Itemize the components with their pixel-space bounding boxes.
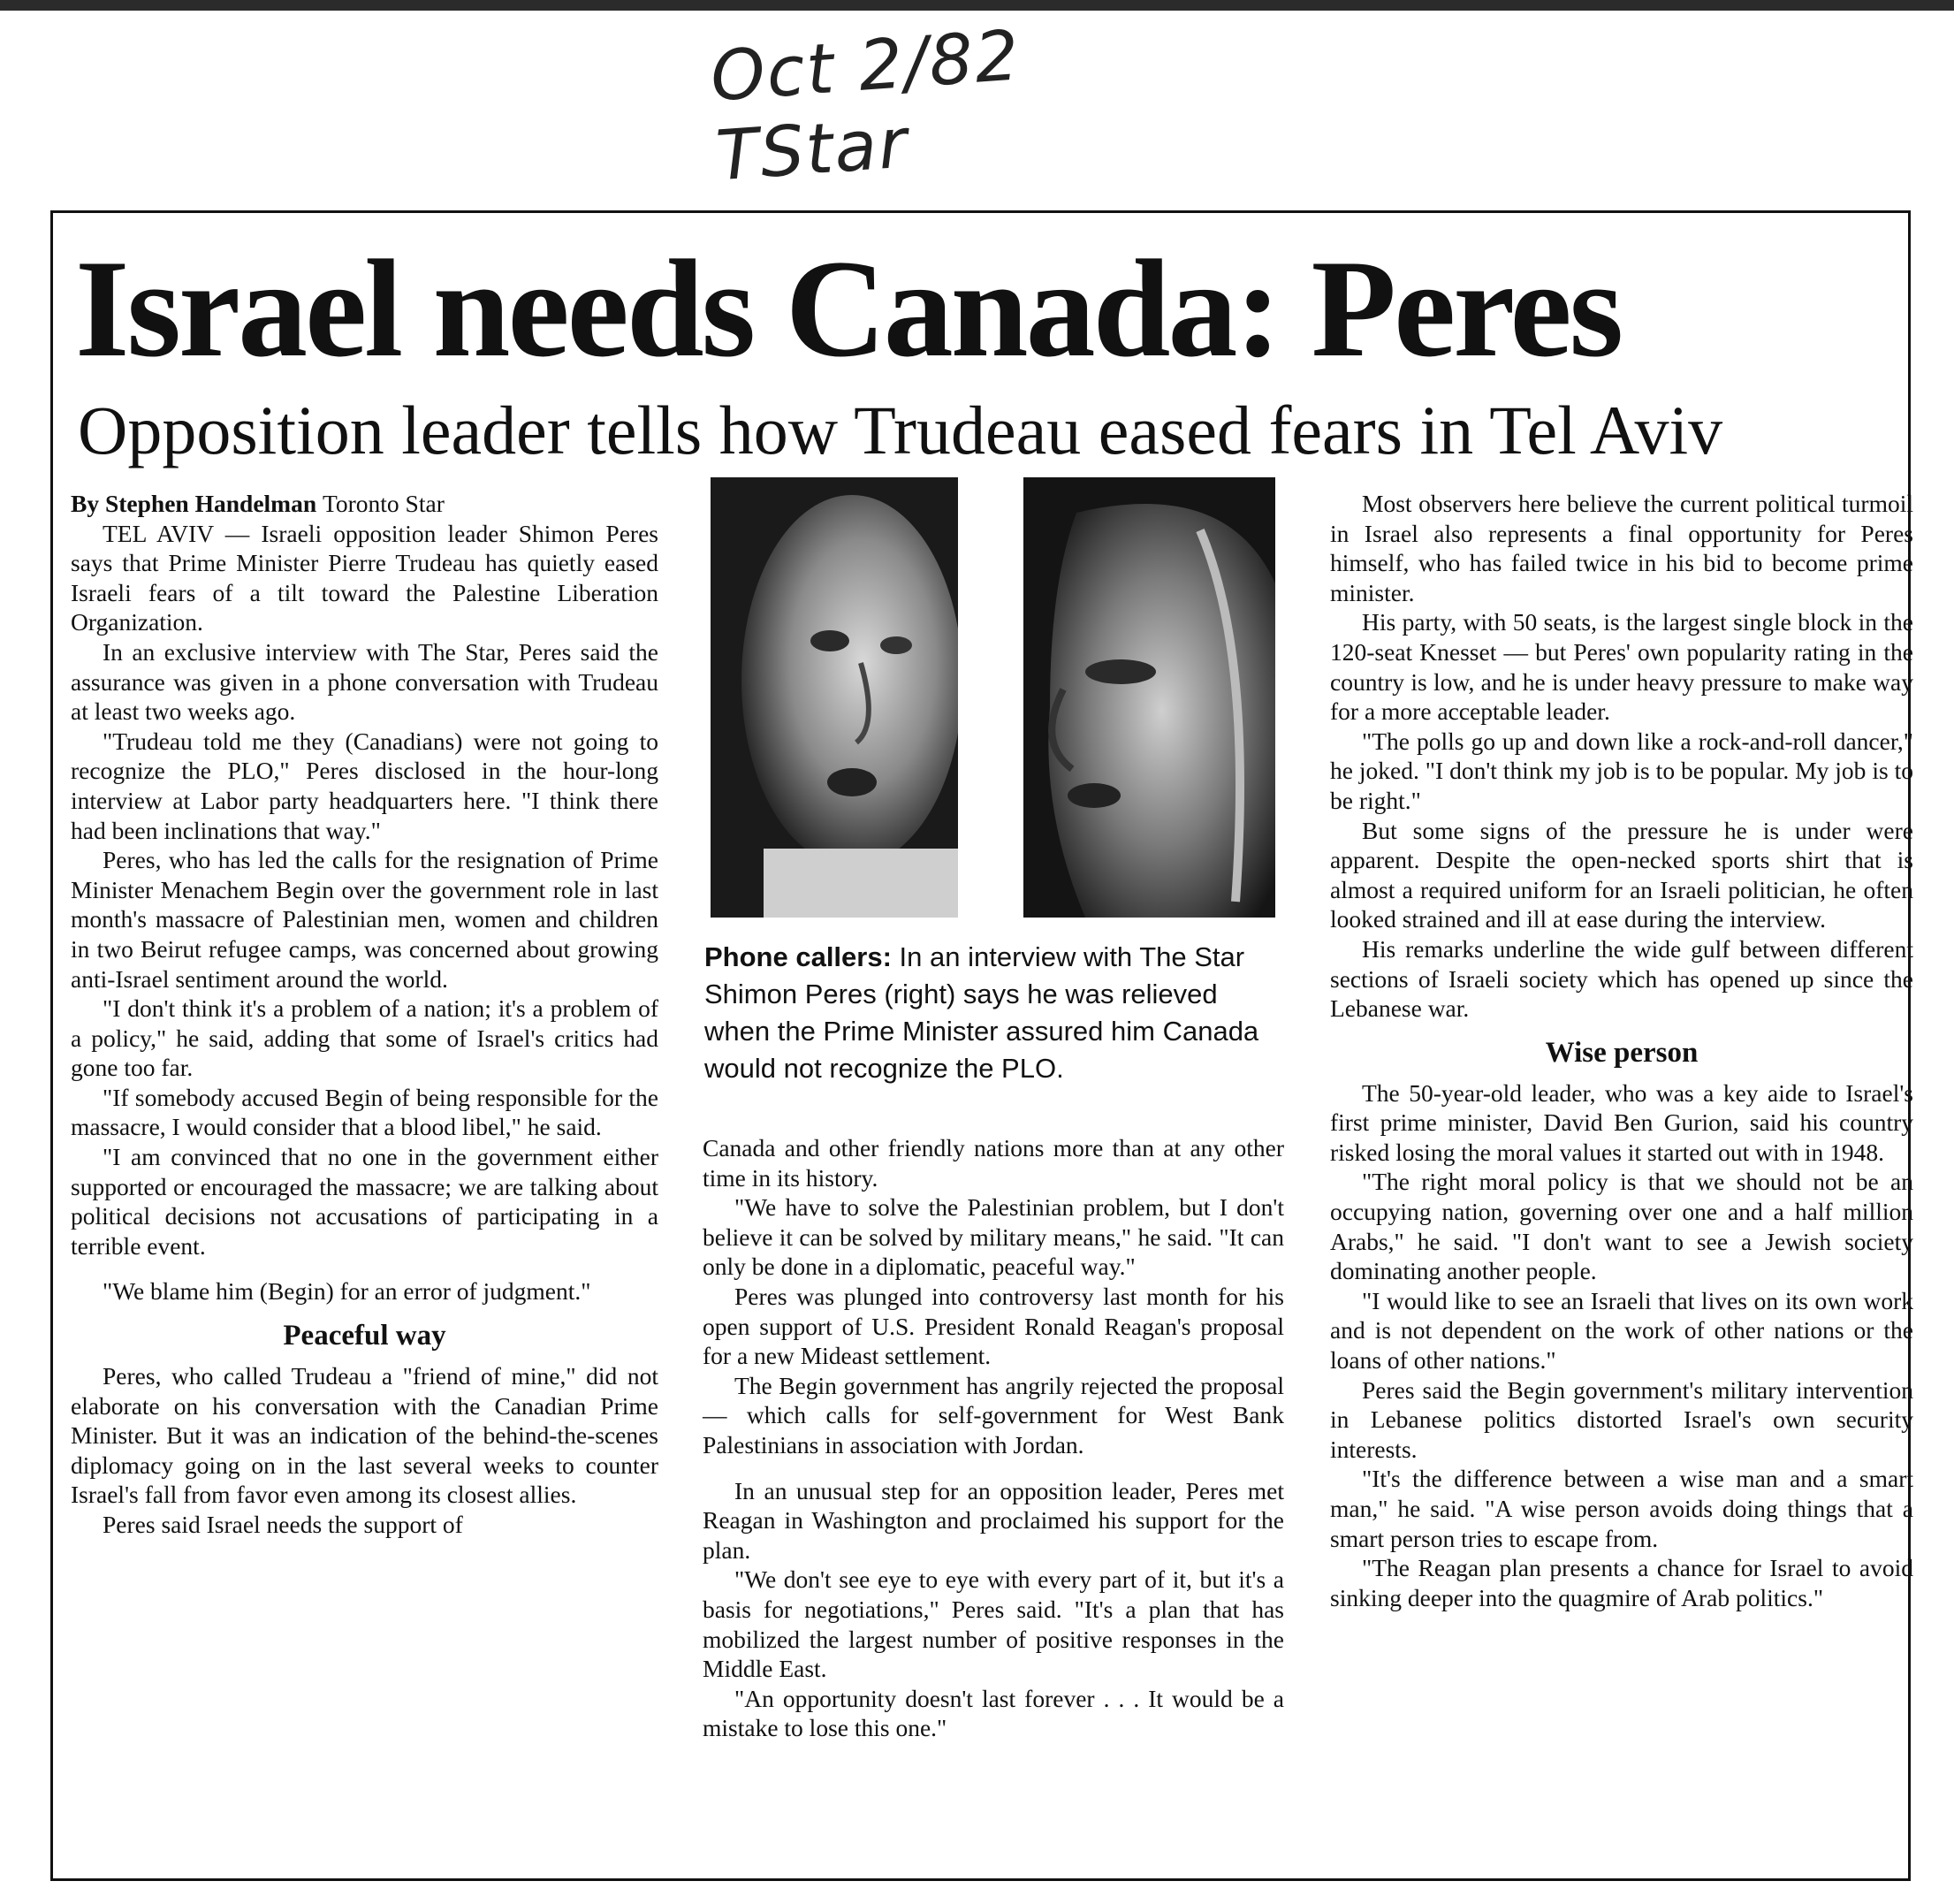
paragraph: "I don't think it's a problem of a nation; it's a problem of a policy," he said, adding that some of Israel's critics had gone too far. bbox=[71, 994, 658, 1082]
paragraph: "The right moral policy is that we should not be an occupying nation, governing over one and a half million Arabs," he said. "I don't want to see a Jewish society dominating another people. bbox=[1330, 1168, 1913, 1285]
paragraph: Peres said the Begin government's military intervention in Lebanese politics distorted Israel's own security interests. bbox=[1330, 1375, 1913, 1463]
paragraph: "The Reagan plan presents a chance for Israel to avoid sinking deeper into the quagmire of Arab politics." bbox=[1330, 1554, 1913, 1611]
scan-top-edge bbox=[0, 0, 1954, 11]
byline-paper: Toronto Star bbox=[323, 490, 445, 517]
paragraph: "The polls go up and down like a rock-and-roll dancer," he joked. "I don't think my job is to be popular. My job is to be right." bbox=[1330, 727, 1913, 814]
caption-text: In an interview with The Star Shimon Peres (right) says he was relieved when the Prime Minister assured him Canada would not recognize the PLO. bbox=[704, 941, 1259, 1084]
paragraph: "An opportunity doesn't last forever . . . It would be a mistake to lose this one." bbox=[703, 1684, 1284, 1742]
headline: Israel needs Canada: Peres bbox=[75, 232, 1622, 386]
paragraph: In an exclusive interview with The Star, Peres said the assurance was given in a phone conversation with Trudeau at least two weeks ago. bbox=[71, 637, 658, 726]
paragraph: "Trudeau told me they (Canadians) were not going to recognize the PLO," Peres disclosed in the hour-long interview at Labor party headquarters here. "I think there had been inclinations that way." bbox=[71, 727, 658, 844]
paragraph: "We have to solve the Palestinian problem, but I don't believe it can be solved by military means," he said. "It can only be done in a diplomatic, peaceful way." bbox=[703, 1193, 1284, 1281]
crosshead-peaceful-way: Peaceful way bbox=[283, 1320, 446, 1352]
paragraph: TEL AVIV — Israeli opposition leader Shimon Peres says that Prime Minister Pierre Trudeau has quietly eased Israeli fears of a tilt toward the Palestine Liberation Organization. bbox=[71, 519, 658, 636]
paragraph: Peres was plunged into controversy last month for his open support of U.S. President Ronald Reagan's proposal for a new Mideast settlement. bbox=[703, 1282, 1284, 1370]
photo-caption bbox=[704, 939, 1288, 1087]
portrait-right-image bbox=[1023, 477, 1275, 918]
paragraph: Most observers here believe the current political turmoil in Israel also represents a final opportunity for Peres himself, who has failed twice in his bid to become prime minister. bbox=[1330, 490, 1913, 606]
paragraph: The Begin government has angrily rejected the proposal — which calls for self-government for West Bank Palestinians in association with Jordan. bbox=[703, 1371, 1284, 1458]
paragraph: His party, with 50 seats, is the largest single block in the 120-seat Knesset — but Peres' own popularity rating in the country is low, and he is under heavy pressure to make way for a more acceptable leader. bbox=[1330, 608, 1913, 726]
paragraph: The 50-year-old leader, who was a key aide to Israel's first prime minister, David Ben Gurion, said his country risked losing the moral values it started out with in 1948. bbox=[1330, 1078, 1913, 1166]
paragraph: "We blame him (Begin) for an error of judgment." bbox=[103, 1277, 591, 1306]
paragraph: "I am convinced that no one in the government either supported or encouraged the massacre; we are talking about political decisions not accusations of participating in a terrible event. bbox=[71, 1143, 658, 1260]
paragraph: Peres, who called Trudeau a "friend of mine," did not elaborate on his conversation with the Canadian Prime Minister. But it was an indication of the behind-the-scenes diplomacy going on in the last several weeks to counter Israel's fall from favor even among its closest allies. bbox=[71, 1362, 658, 1509]
paragraph: "We don't see eye to eye with every part of it, but it's a basis for negotiations," Peres said. "It's a plan that has mobilized the largest number of positive responses in the Middle East. bbox=[703, 1565, 1284, 1683]
paragraph: In an unusual step for an opposition leader, Peres met Reagan in Washington and proclaimed his support for the plan. bbox=[703, 1476, 1284, 1564]
crosshead-wise-person: Wise person bbox=[1545, 1036, 1699, 1069]
subheadline: Opposition leader tells how Trudeau eased fears in Tel Aviv bbox=[78, 392, 1723, 468]
article-column-1 bbox=[71, 489, 658, 1540]
paragraph: "I would like to see an Israeli that lives on its own work and is not dependent on the work of other nations or the loans of other nations." bbox=[1330, 1286, 1913, 1375]
article-column-3 bbox=[1330, 489, 1913, 1612]
spacer bbox=[71, 1260, 658, 1276]
handwritten-date-note: Oct 2/82 TStar bbox=[708, 16, 1023, 197]
paragraph: Canada and other friendly nations more than at any other time in its history. bbox=[703, 1134, 1284, 1192]
paragraph: But some signs of the pressure he is under were apparent. Despite the open-necked sports shirt that is almost a required uniform for an Israeli politician, he often looked strained and ill at ease during the interview. bbox=[1330, 816, 1913, 933]
paragraph: Peres said Israel needs the support of bbox=[103, 1511, 463, 1538]
photo-peres-portrait bbox=[1023, 477, 1275, 918]
byline-author: By Stephen Handelman bbox=[71, 490, 317, 517]
paragraph: His remarks underline the wide gulf between different sections of Israeli society which has opened up since the Lebanese war. bbox=[1330, 934, 1913, 1023]
caption-lead: Phone callers: bbox=[704, 941, 892, 972]
spacer bbox=[703, 1460, 1284, 1476]
photo-trudeau-portrait bbox=[711, 477, 958, 918]
article-column-2 bbox=[703, 1133, 1284, 1743]
paragraph: "It's the difference between a wise man and a smart man," he said. "A wise person avoids doing things that a smart person tries to escape from. bbox=[1330, 1465, 1913, 1552]
byline bbox=[71, 489, 658, 519]
paragraph: Peres, who has led the calls for the resignation of Prime Minister Menachem Begin over the government role in last month's massacre of Palestinian men, women and children in two Beirut refugee camps, was concerned about growing anti-Israel sentiment around the world. bbox=[71, 846, 658, 993]
paragraph: "If somebody accused Begin of being responsible for the massacre, I would consider that a blood libel," he said. bbox=[71, 1083, 658, 1141]
portrait-left-image bbox=[711, 477, 958, 918]
